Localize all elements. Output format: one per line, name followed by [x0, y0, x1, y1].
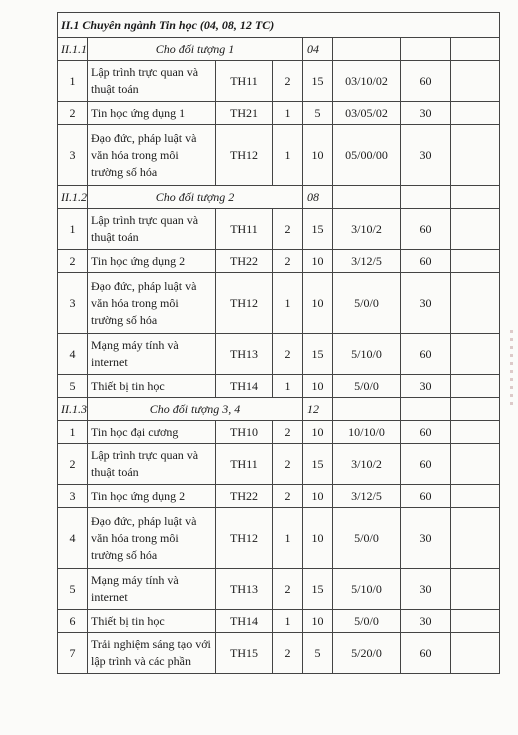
section-header-row [58, 13, 500, 38]
row-number: 7 [58, 633, 88, 674]
course-credits: 2 [273, 209, 303, 250]
course-split: 10/10/0 [333, 421, 401, 444]
empty-cell [333, 38, 401, 61]
course-total: 60 [401, 421, 451, 444]
course-split: 03/10/02 [333, 61, 401, 102]
empty-cell [451, 61, 500, 102]
course-total: 60 [401, 250, 451, 273]
group-label: Cho đối tượng 3, 4 [88, 398, 303, 421]
table-row [58, 610, 500, 633]
empty-cell [333, 186, 401, 209]
curriculum-table [57, 12, 500, 674]
row-number: 6 [58, 610, 88, 633]
course-total: 60 [401, 334, 451, 375]
course-credits: 2 [273, 61, 303, 102]
course-total: 60 [401, 61, 451, 102]
course-periods: 10 [303, 250, 333, 273]
course-periods: 10 [303, 485, 333, 508]
empty-cell [451, 273, 500, 334]
course-periods: 10 [303, 508, 333, 569]
course-total: 30 [401, 102, 451, 125]
row-number: 1 [58, 209, 88, 250]
course-periods: 15 [303, 569, 333, 610]
course-name: Tin học ứng dụng 2 [88, 485, 216, 508]
group-row [58, 38, 500, 61]
course-code: TH21 [216, 102, 273, 125]
course-split: 3/12/5 [333, 250, 401, 273]
course-credits: 1 [273, 125, 303, 186]
course-credits: 1 [273, 375, 303, 398]
group-code: II.1.1 [58, 38, 88, 61]
course-periods: 15 [303, 209, 333, 250]
empty-cell [451, 421, 500, 444]
group-total-credits: 08 [303, 186, 333, 209]
table-row [58, 334, 500, 375]
row-number: 1 [58, 61, 88, 102]
course-total: 30 [401, 273, 451, 334]
table-body [58, 13, 500, 674]
group-total-credits: 04 [303, 38, 333, 61]
course-total: 60 [401, 444, 451, 485]
course-total: 60 [401, 209, 451, 250]
course-periods: 10 [303, 375, 333, 398]
course-name: Mạng máy tính và internet [88, 334, 216, 375]
course-periods: 15 [303, 444, 333, 485]
course-total: 30 [401, 569, 451, 610]
course-periods: 10 [303, 421, 333, 444]
course-name: Tin học ứng dụng 1 [88, 102, 216, 125]
row-number: 1 [58, 421, 88, 444]
empty-cell [333, 398, 401, 421]
course-total: 60 [401, 485, 451, 508]
course-split: 3/10/2 [333, 209, 401, 250]
group-label: Cho đối tượng 2 [88, 186, 303, 209]
course-periods: 10 [303, 125, 333, 186]
course-name: Tin học đại cương [88, 421, 216, 444]
row-number: 4 [58, 508, 88, 569]
course-code: TH13 [216, 334, 273, 375]
section-title: II.1 Chuyên ngành Tin học (04, 08, 12 TC) [58, 13, 500, 38]
course-code: TH14 [216, 610, 273, 633]
course-periods: 5 [303, 102, 333, 125]
course-split: 03/05/02 [333, 102, 401, 125]
course-split: 5/10/0 [333, 334, 401, 375]
empty-cell [451, 444, 500, 485]
row-number: 3 [58, 125, 88, 186]
table-row [58, 508, 500, 569]
course-credits: 2 [273, 633, 303, 674]
empty-cell [451, 633, 500, 674]
course-split: 5/0/0 [333, 508, 401, 569]
table-row [58, 273, 500, 334]
course-code: TH11 [216, 209, 273, 250]
course-total: 30 [401, 508, 451, 569]
course-code: TH11 [216, 444, 273, 485]
course-split: 05/00/00 [333, 125, 401, 186]
course-split: 5/20/0 [333, 633, 401, 674]
table-row [58, 485, 500, 508]
course-name: Đạo đức, pháp luật và văn hóa trong môi trường số hóa [88, 273, 216, 334]
row-number: 5 [58, 569, 88, 610]
row-number: 3 [58, 273, 88, 334]
empty-cell [451, 38, 500, 61]
row-number: 2 [58, 102, 88, 125]
table-row [58, 633, 500, 674]
course-code: TH14 [216, 375, 273, 398]
course-code: TH22 [216, 485, 273, 508]
empty-cell [451, 209, 500, 250]
empty-cell [401, 186, 451, 209]
empty-cell [451, 398, 500, 421]
course-split: 3/10/2 [333, 444, 401, 485]
course-credits: 1 [273, 508, 303, 569]
empty-cell [451, 186, 500, 209]
group-row [58, 186, 500, 209]
course-code: TH13 [216, 569, 273, 610]
table-row [58, 569, 500, 610]
course-credits: 2 [273, 421, 303, 444]
group-code: II.1.2 [58, 186, 88, 209]
row-number: 2 [58, 250, 88, 273]
course-name: Thiết bị tin học [88, 375, 216, 398]
table-row [58, 421, 500, 444]
course-credits: 2 [273, 485, 303, 508]
group-row [58, 398, 500, 421]
course-total: 30 [401, 375, 451, 398]
course-code: TH12 [216, 273, 273, 334]
empty-cell [451, 250, 500, 273]
course-credits: 2 [273, 334, 303, 375]
course-periods: 10 [303, 273, 333, 334]
course-code: TH12 [216, 508, 273, 569]
course-credits: 1 [273, 610, 303, 633]
course-periods: 10 [303, 610, 333, 633]
empty-cell [451, 334, 500, 375]
row-number: 4 [58, 334, 88, 375]
course-code: TH22 [216, 250, 273, 273]
empty-cell [401, 38, 451, 61]
table-row [58, 250, 500, 273]
table-row [58, 125, 500, 186]
course-name: Trải nghiệm sáng tạo với lập trình và các phần [88, 633, 216, 674]
empty-cell [451, 485, 500, 508]
course-name: Đạo đức, pháp luật và văn hóa trong môi trường số hóa [88, 125, 216, 186]
course-code: TH15 [216, 633, 273, 674]
course-split: 5/0/0 [333, 375, 401, 398]
course-total: 60 [401, 633, 451, 674]
row-number: 5 [58, 375, 88, 398]
empty-cell [451, 375, 500, 398]
row-number: 2 [58, 444, 88, 485]
course-name: Lập trình trực quan và thuật toán [88, 209, 216, 250]
course-credits: 2 [273, 250, 303, 273]
course-credits: 1 [273, 273, 303, 334]
course-credits: 2 [273, 569, 303, 610]
table-row [58, 375, 500, 398]
course-credits: 2 [273, 444, 303, 485]
empty-cell [401, 398, 451, 421]
table-row [58, 209, 500, 250]
empty-cell [451, 508, 500, 569]
course-code: TH12 [216, 125, 273, 186]
course-name: Đạo đức, pháp luật và văn hóa trong môi trường số hóa [88, 508, 216, 569]
table-row [58, 444, 500, 485]
course-periods: 15 [303, 61, 333, 102]
row-number: 3 [58, 485, 88, 508]
course-split: 5/10/0 [333, 569, 401, 610]
empty-cell [451, 610, 500, 633]
scan-margin-mark [510, 330, 513, 410]
group-total-credits: 12 [303, 398, 333, 421]
course-split: 5/0/0 [333, 610, 401, 633]
course-split: 3/12/5 [333, 485, 401, 508]
course-split: 5/0/0 [333, 273, 401, 334]
table-row [58, 61, 500, 102]
course-total: 30 [401, 125, 451, 186]
empty-cell [451, 102, 500, 125]
course-name: Tin học ứng dụng 2 [88, 250, 216, 273]
course-name: Lập trình trực quan và thuật toán [88, 444, 216, 485]
group-code: II.1.3 [58, 398, 88, 421]
course-periods: 5 [303, 633, 333, 674]
empty-cell [451, 569, 500, 610]
course-credits: 1 [273, 102, 303, 125]
course-name: Thiết bị tin học [88, 610, 216, 633]
course-name: Lập trình trực quan và thuật toán [88, 61, 216, 102]
table-row [58, 102, 500, 125]
empty-cell [451, 125, 500, 186]
course-total: 30 [401, 610, 451, 633]
group-label: Cho đối tượng 1 [88, 38, 303, 61]
course-code: TH10 [216, 421, 273, 444]
course-code: TH11 [216, 61, 273, 102]
course-periods: 15 [303, 334, 333, 375]
course-name: Mạng máy tính và internet [88, 569, 216, 610]
